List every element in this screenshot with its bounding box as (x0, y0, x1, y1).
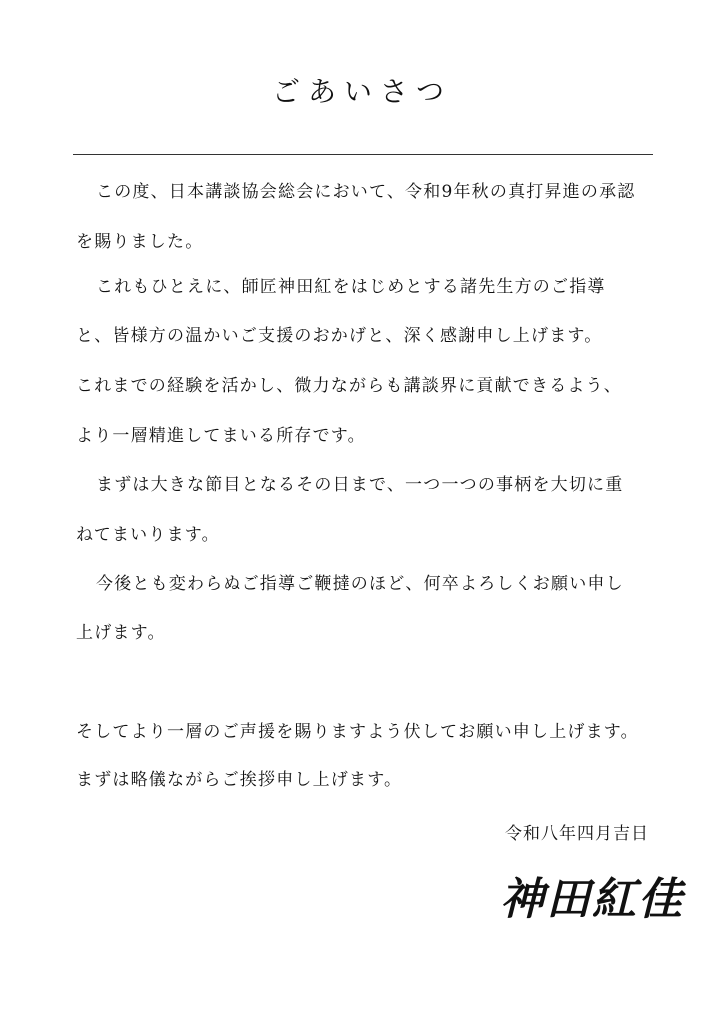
body-line-10: 上げます。 (76, 623, 166, 643)
title-divider (73, 154, 653, 155)
body-line-11: そしてより一層のご声援を賜りますよう伏してお願い申し上げます。 (76, 722, 639, 742)
signature: 神田紅佳 (500, 874, 684, 925)
body-line-2: を賜りました。 (76, 232, 204, 252)
body-line-4: と、皆様方の温かいご支援のおかげと、深く感謝申し上げます。 (76, 326, 603, 346)
page-title: ごあいさつ (271, 75, 452, 108)
body-line-12: まずは略儀ながらご挨拶申し上げます。 (76, 770, 403, 790)
body-line-9: 今後とも変わらぬご指導ご鞭撻のほど、何卒よろしくお願い申し (96, 574, 624, 594)
body-line-7: まずは大きな節目となるその日まで、一つ一つの事柄を大切に重 (96, 475, 624, 495)
body-line-3: これもひとえに、師匠神田紅をはじめとする諸先生方のご指導 (96, 277, 606, 297)
body-line-5: これまでの経験を活かし、微力ながらも講談界に貢献できるよう、 (76, 376, 622, 396)
body-line-6: より一層精進してまいる所存です。 (76, 426, 366, 446)
body-line-1: この度、日本講談協会総会において、令和9年秋の真打昇進の承認 (96, 182, 636, 202)
body-line-8: ねてまいります。 (76, 525, 220, 545)
letter-date: 令和八年四月吉日 (505, 824, 649, 844)
